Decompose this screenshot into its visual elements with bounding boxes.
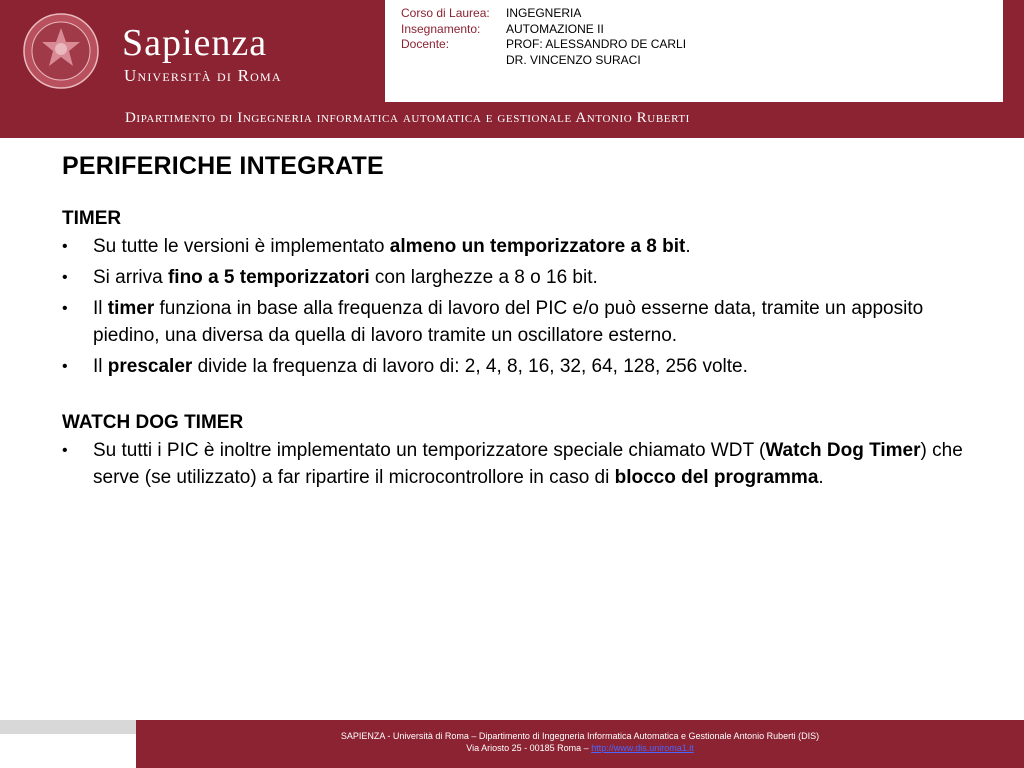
- header-logo-band: [0, 0, 385, 102]
- timer-list: [62, 233, 972, 380]
- list-item: [62, 264, 972, 291]
- text: Il: [93, 298, 108, 319]
- header-accent-strip: [1003, 0, 1024, 102]
- text: funziona in base alla frequenza di lavoro del PIC e/o può esserne data, tramite un apposito piedino, una diversa da quella di lavoro tramite un oscillatore esterno.: [93, 298, 924, 346]
- bold-text: fino a 5 temporizzatori: [167, 267, 370, 288]
- course-label: Corso di Laurea:: [401, 6, 490, 20]
- department-name: Dipartimento di Ingegneria informatica automatica e gestionale Antonio Ruberti: [125, 110, 690, 126]
- footer-address-line1: SAPIENZA - Università di Roma – Dipartimento di Ingegneria Informatica Automatica e Gestionale Antonio Ruberti (DIS): [340, 731, 820, 741]
- list-item: [62, 437, 972, 491]
- footer: [136, 720, 1024, 768]
- text: divide la frequenza di lavoro di: 2, 4, 8, 16, 32, 64, 128, 256 volte.: [192, 356, 748, 377]
- bold-text: prescaler: [107, 356, 193, 377]
- wdt-heading: WATCH DOG TIMER: [62, 412, 244, 433]
- course-info: [401, 6, 686, 68]
- timer-heading: TIMER: [62, 208, 122, 229]
- text: Su tutte le versioni è implementato: [93, 236, 390, 257]
- footer-website-link[interactable]: http://www.dis.uniroma1.it: [591, 743, 694, 753]
- slide-title: PERIFERICHE INTEGRATE: [62, 152, 384, 180]
- subject-label: Insegnamento:: [401, 21, 481, 36]
- wdt-list: [62, 437, 972, 491]
- subject-value: AUTOMAZIONE II: [506, 21, 604, 36]
- department-band: [0, 102, 1024, 138]
- teacher2-label: [401, 53, 506, 69]
- bold-text: almeno un temporizzatore a 8 bit: [389, 236, 686, 257]
- list-item: [62, 353, 972, 380]
- bold-text: blocco del programma: [614, 467, 819, 488]
- text: Il: [93, 356, 108, 377]
- course-value: INGEGNERIA: [506, 6, 582, 20]
- university-seal-icon: [22, 12, 100, 90]
- bold-text: timer: [107, 298, 155, 319]
- teacher2-value: DR. VINCENZO SURACI: [506, 52, 641, 67]
- text: ) che serve (se utilizzato) a far ripartire il microcontrollore in caso di: [93, 440, 963, 488]
- footer-street: Via Ariosto 25 - 00185 Roma –: [466, 743, 592, 753]
- list-item: [62, 295, 972, 349]
- slide-content: [62, 205, 972, 495]
- university-name: Sapienza: [122, 22, 268, 64]
- bold-text: Watch Dog Timer: [765, 440, 921, 461]
- footer-address-line2: [136, 742, 1024, 754]
- teacher-label: Docente:: [401, 37, 450, 51]
- text: con larghezze a 8 o 16 bit.: [369, 267, 598, 288]
- text: Si arriva: [93, 267, 168, 288]
- text: .: [818, 467, 824, 488]
- text: Su tutti i PIC è inoltre implementato un temporizzatore speciale chiamato WDT (: [93, 440, 766, 461]
- list-item: [62, 233, 972, 260]
- university-subtitle: Università di Roma: [124, 66, 282, 85]
- teacher-value: PROF: ALESSANDRO DE CARLI: [506, 37, 687, 51]
- text: .: [685, 236, 691, 257]
- footer-grey-strip: [0, 720, 136, 734]
